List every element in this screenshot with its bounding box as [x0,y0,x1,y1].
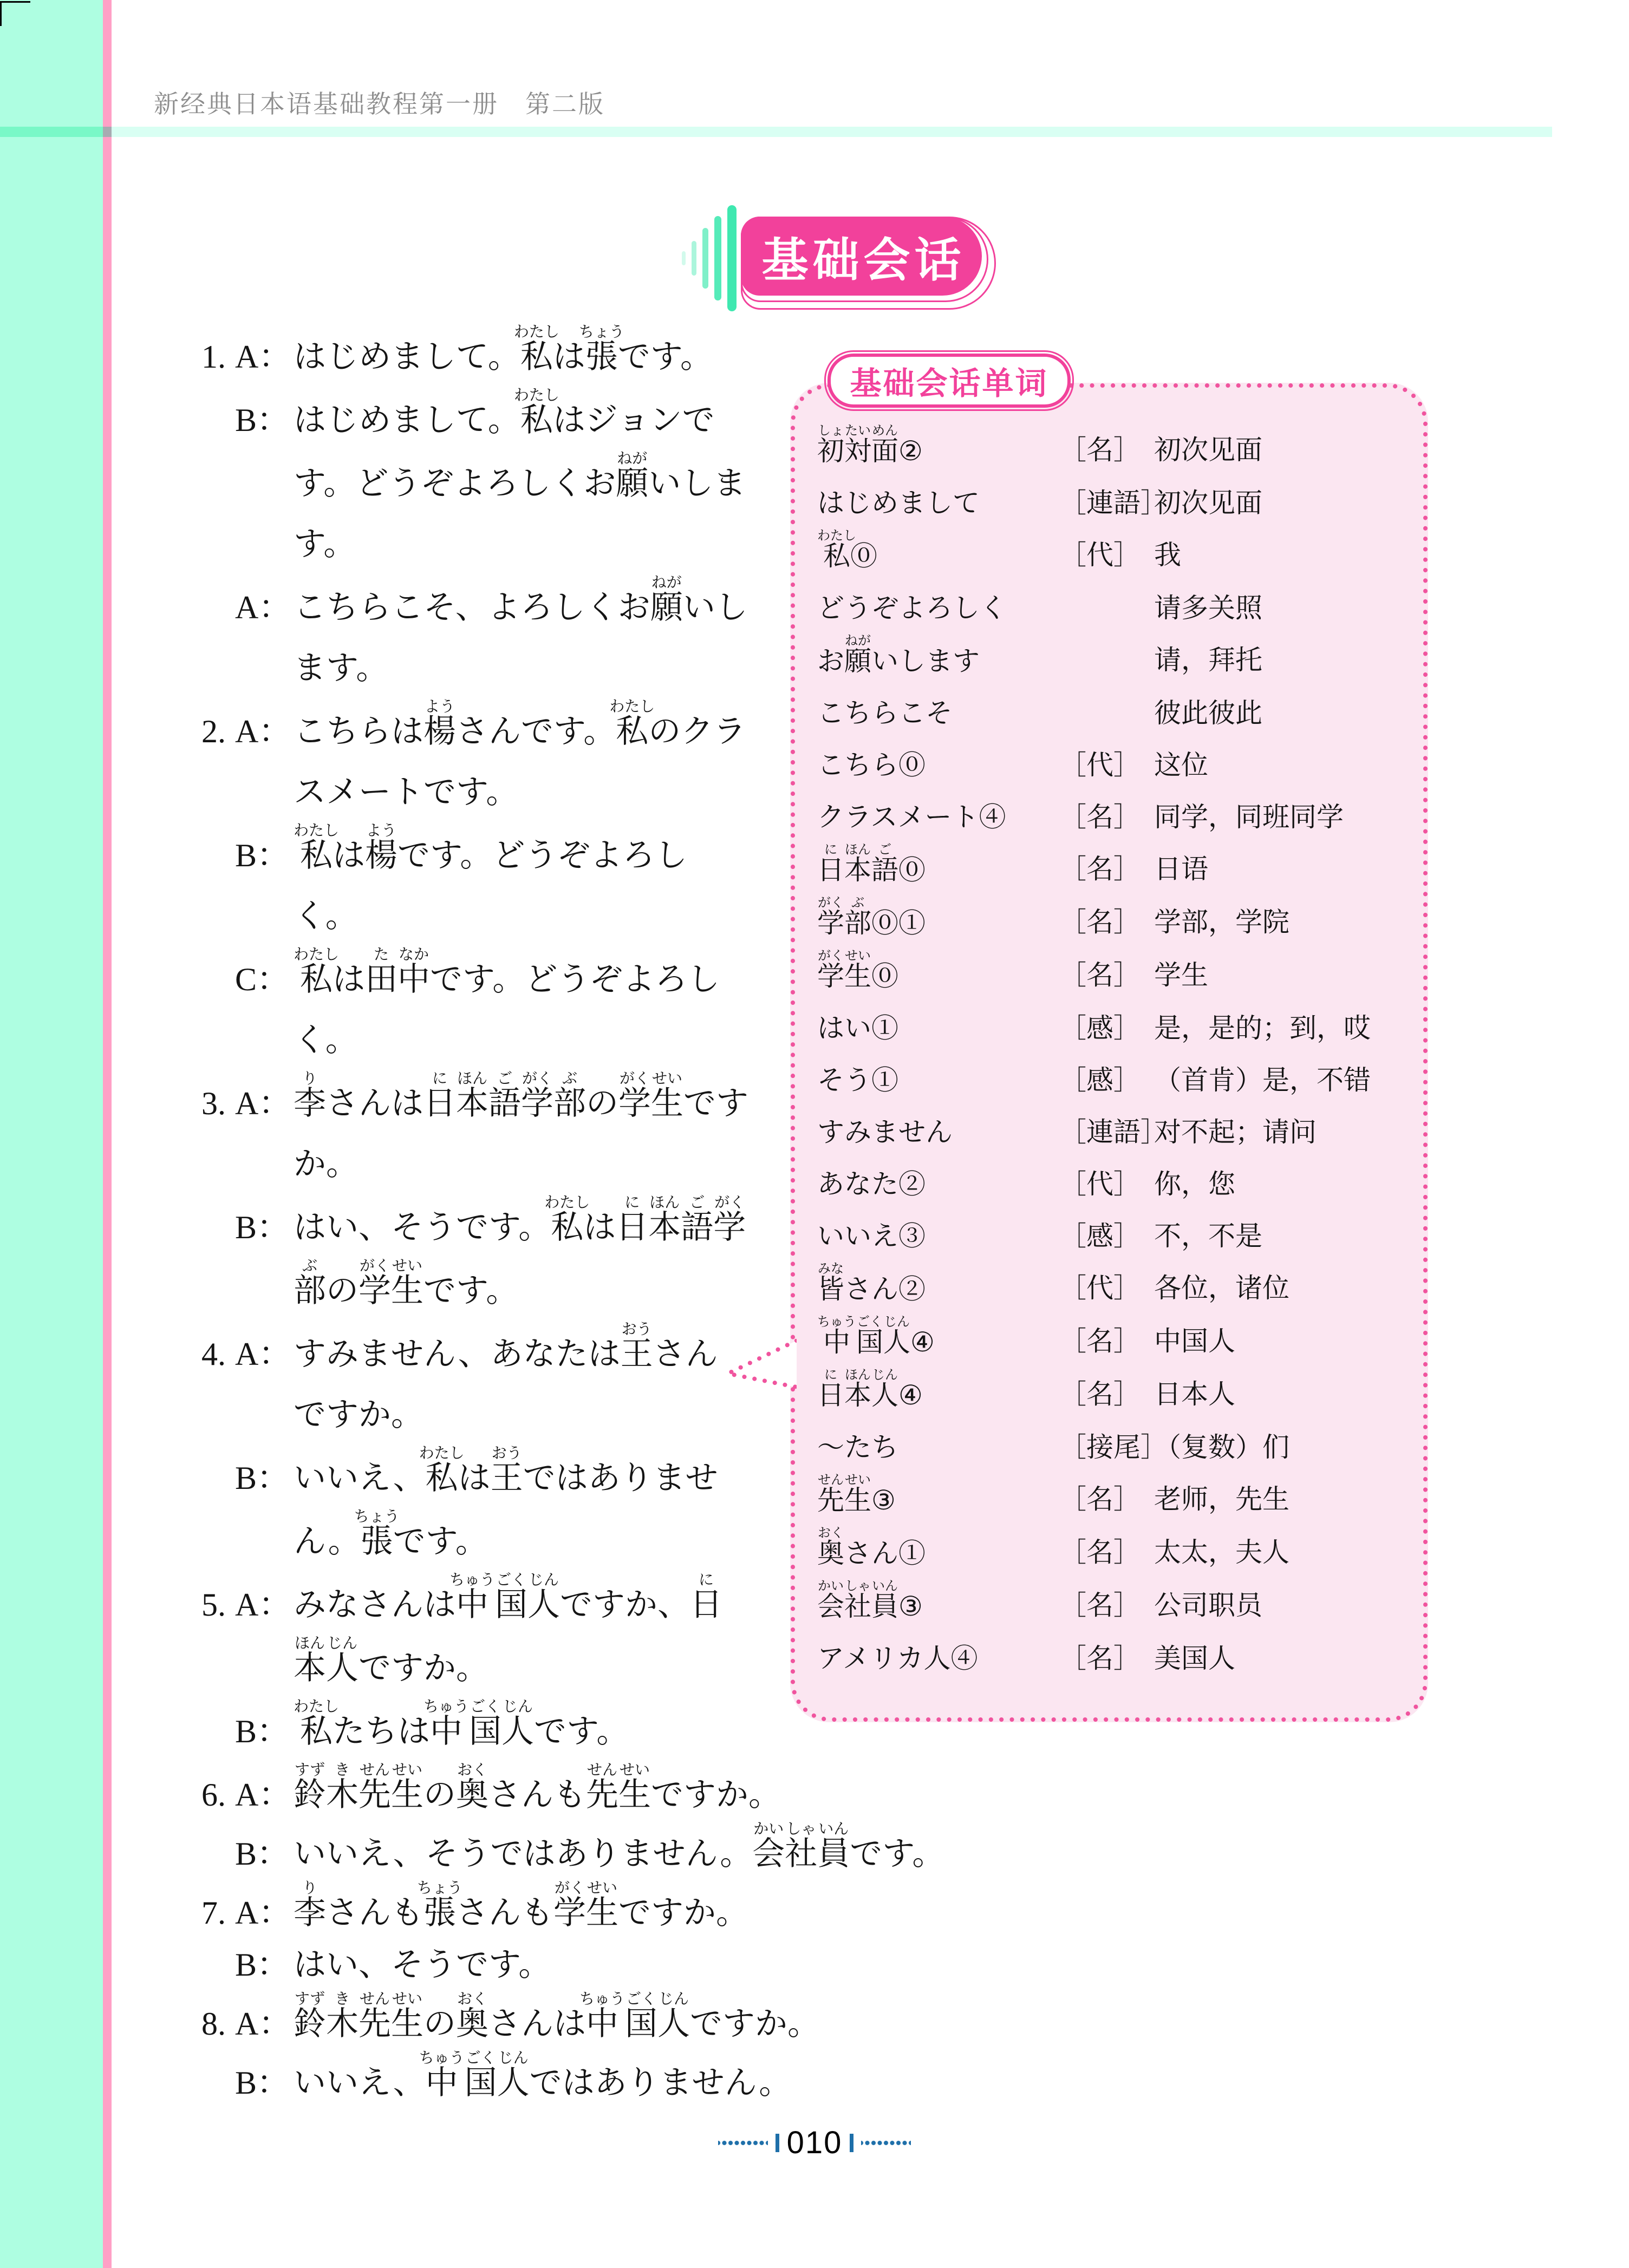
dialogue-text: はい、そうです。 [294,1947,551,1983]
furigana-word: 楊よう [423,698,456,749]
dialogue-number: 7. [201,1895,226,1931]
dialogue-text: 鈴すず木き先せん生せいの奥おくさんは中ちゅう国ごく人じんですか。 [294,1991,820,2042]
furigana-word: 中ちゅう [449,1572,496,1623]
furigana-word: 中ちゅう [423,1698,470,1749]
page-edge-stripe [103,0,112,2268]
furigana-word: 会かい [817,1579,844,1622]
vocab-row [817,1473,1408,1526]
speaker-label: A： [235,714,291,749]
vocab-term: 皆みなさん② [817,1262,926,1304]
furigana-word: 本ほん [294,1635,326,1686]
furigana-word: 鈴すず [294,1991,326,2042]
furigana-word: 張ちょう [417,1880,463,1931]
furigana-word: 張ちょう [354,1508,400,1559]
vocab-term [817,529,1059,582]
vocab-row [817,1421,1408,1473]
furigana-word: 先せん [586,1762,618,1813]
vocab-pos: ［名］ [1059,1643,1141,1674]
vocab-meaning: 请多关照 [1154,593,1262,623]
furigana-word: 日に [817,1368,844,1410]
vocab-meaning: 美国人 [1154,1643,1235,1674]
vocab-row [817,1210,1408,1262]
vocab-pos: ［代］ [1059,750,1141,780]
vocab-meaning: 请，拜托 [1154,645,1262,675]
furigana-word: 張ちょう [578,324,624,375]
soundwave-bar [692,241,696,276]
header-underline-band [103,127,112,137]
furigana-word: 生せい [618,1762,651,1813]
dialogue-utterance [201,1194,748,1321]
section-title: 基础会话 [761,234,966,286]
furigana-word: 皆みな [817,1262,844,1304]
vocab-term: あなた② [817,1169,926,1199]
speaker-label: A： [235,1777,291,1813]
furigana-word: 人じん [871,1368,898,1410]
dialogue-utterance [201,1880,1214,1939]
dialogue-text: いいえ、中ちゅう国ごく人じんではありません。 [294,2050,792,2101]
vocab-accent-number: ① [871,1013,898,1043]
vocab-row [817,1526,1408,1579]
vocab-pos: ［感］ [1059,1065,1141,1095]
vocab-row [817,424,1408,477]
furigana-word: 面めん [871,424,898,466]
furigana-word: 人じん [501,1698,534,1749]
vocab-row [817,949,1408,1002]
vocab-row [817,529,1408,582]
furigana-word: 学がく [817,949,844,991]
vocab-pos: ［名］ [1059,802,1141,832]
furigana-word: 王おう [620,1321,653,1372]
vocab-meaning: 同学，同班同学 [1154,802,1344,832]
header-underline-band [0,127,103,137]
furigana-word: 日に [817,843,844,885]
dialogue-text: 李りさんは日に本ほん語ご学がく部ぶの学がく生せいですか。 [294,1070,748,1182]
vocab-accent-number: ④ [950,1643,978,1674]
furigana-word: 奥おく [817,1526,844,1568]
furigana-word: 中なか [398,946,430,997]
speaker-label: A： [235,1587,291,1623]
furigana-word: 奥おく [456,1991,488,2042]
dialogue-utterance [201,1762,1214,1821]
dialogue-number: 5. [201,1587,226,1623]
vocab-pos: ［感］ [1059,1221,1141,1251]
footer-dotted-line [861,2140,911,2146]
furigana-word: 李り [294,1070,326,1121]
furigana-word: 部ぶ [553,1070,586,1121]
furigana-word: 人じん [497,2050,530,2101]
vocab-accent-number: ⓪ [871,961,898,991]
speaker-label: A： [235,590,291,625]
vocab-pos: ［連語］ [1059,488,1168,518]
dialogue-text: 私わたしは楊ようです。どうぞよろしく。 [294,822,688,934]
speaker-label: B： [235,1460,290,1496]
vocab-term: お願ねがいします [817,634,980,676]
vocab-row [817,1106,1408,1158]
vocab-title-badge [827,354,1071,408]
vocab-term: クラスメート④ [817,802,1006,832]
vocab-meaning: 学生 [1154,960,1208,990]
furigana-word: 先せん [817,1473,844,1515]
furigana-word: 部ぶ [844,896,871,938]
dialogue-text: はい、そうです。私わたしは日に本ほん語ご学がく部ぶの学がく生せいです。 [294,1194,746,1309]
vocab-meaning: 日语 [1154,854,1208,884]
vocab-pos: ［名］ [1059,907,1141,937]
vocab-term: そう① [817,1065,898,1095]
vocab-pos [1059,582,1154,634]
dialogue-text: 鈴すず木き先せん生せいの奥おくさんも先せん生せいですか。 [294,1762,781,1813]
furigana-word: 私わたし [513,387,559,438]
vocab-meaning: 你，您 [1154,1169,1235,1199]
furigana-word: 木き [326,1762,359,1813]
furigana-word: 生せい [651,1070,683,1121]
vocab-row [817,477,1408,529]
vocab-pos: ［代］ [1059,1169,1141,1199]
furigana-word: 私わたし [513,324,559,375]
furigana-word: 語ご [871,843,898,885]
vocab-meaning: 这位 [1154,750,1208,780]
vocab-row [817,687,1408,739]
vocab-row [817,1579,1408,1632]
vocab-term [817,843,1059,896]
vocab-term [817,424,1059,477]
furigana-word: 本ほん [844,843,871,885]
vocab-row [817,1262,1408,1315]
dialogue-utterance [201,822,748,946]
dialogue-text: こちらこそ、よろしくお願ねがいします。 [294,574,748,686]
footer-tick [776,2134,779,2152]
vocab-accent-number: ④ [898,1380,923,1410]
vocab-term: すみません [817,1117,953,1147]
vocab-row [817,739,1408,791]
furigana-word: 田た [365,946,398,997]
furigana-word: 学がく [713,1194,746,1245]
furigana-word: 中ちゅう [817,1315,856,1357]
vocab-accent-number: ① [898,1538,926,1568]
furigana-word: 中ちゅう [579,1991,625,2042]
vocab-title: 基础会话单词 [850,366,1048,401]
vocab-accent-number: ② [898,1169,926,1199]
dialogue-utterance [201,1572,748,1698]
sidebar-accent-bar [0,0,103,2268]
vocab-meaning: （首肯）是，不错 [1154,1065,1371,1095]
speaker-label: B： [235,1714,290,1749]
dialogue-utterance [201,387,748,574]
dialogue-utterance [201,1698,748,1762]
vocab-pos: ［連語］ [1059,1117,1168,1147]
dialogue-utterance [201,698,748,822]
furigana-word: 木き [326,1991,359,2042]
furigana-word: 対たい [844,424,871,466]
furigana-word: 国ごく [469,1698,501,1749]
furigana-word: 語ご [681,1194,714,1245]
vocab-accent-number: ③ [898,1591,923,1622]
furigana-word: 人じん [883,1315,910,1357]
furigana-word: 人じん [527,1572,560,1623]
dialogue-text: 私わたしたちは中ちゅう国ごく人じんです。 [294,1698,629,1749]
furigana-word: 本ほん [456,1070,488,1121]
dialogue-number: 1. [201,339,226,375]
furigana-word: 員いん [871,1579,898,1622]
vocab-accent-number: ③ [898,1221,926,1251]
soundwave-bar [714,216,721,300]
furigana-word: 語ご [488,1070,521,1121]
vocab-box [790,366,1428,1722]
furigana-word: 会かい [752,1821,785,1872]
furigana-word: 鈴すず [294,1762,326,1813]
vocab-term [817,896,1059,949]
furigana-word: 奥おく [456,1762,488,1813]
vocab-pos: ［名］ [1059,1484,1141,1514]
furigana-word: 私わたし [544,1194,590,1245]
vocab-term: 奥おくさん① [817,1526,926,1568]
furigana-word: 学がく [618,1070,651,1121]
page-number: 010 [786,2125,843,2160]
speaker-label: A： [235,2006,291,2042]
vocab-pos: ［接尾］ [1059,1432,1168,1462]
vocab-meaning: 中国人 [1154,1326,1235,1356]
vocab-meaning: 我 [1154,540,1181,570]
dialogue-utterance [201,1070,748,1194]
dialogue-text: はじめまして。私わたしはジョンです。どうぞよろしくお願ねがいします。 [294,387,746,562]
vocab-row [817,791,1408,843]
vocab-row [817,1002,1408,1054]
furigana-word: 願ねが [616,450,649,501]
furigana-word: 学がく [521,1070,553,1121]
dialogue-utterance [201,324,748,387]
vocab-term [817,1315,1059,1368]
dialogue-utterance [201,574,748,698]
vocab-row [817,896,1408,949]
dialogue-text: 私わたしは田た中なかです。どうぞよろしく。 [294,946,720,1058]
dialogue-number: 6. [201,1777,226,1813]
vocab-term [817,1473,1059,1526]
vocab-meaning: 初次见面 [1154,488,1262,518]
section-title-badge [741,217,982,296]
vocab-pos: ［代］ [1059,1273,1141,1303]
vocab-pos: ［名］ [1059,960,1141,990]
vocab-row [817,634,1408,687]
vocab-meaning: 初次见面 [1154,435,1262,465]
speaker-label: A： [235,339,291,375]
vocab-pos: ［代］ [1059,540,1141,570]
vocab-meaning: 太太，夫人 [1154,1537,1289,1567]
speaker-label: B： [235,2065,290,2101]
vocab-accent-number: ① [871,1065,898,1095]
vocab-list [817,424,1408,1684]
vocab-term [817,1579,1059,1632]
vocab-term: はい① [817,1013,898,1043]
vocab-term [817,949,1059,1002]
vocab-term: いいえ③ [817,1221,926,1251]
speaker-label: B： [235,1836,290,1872]
vocab-accent-number: ④ [910,1327,935,1357]
vocab-accent-number: ② [898,436,923,466]
furigana-word: 部ぶ [294,1258,326,1309]
vocab-row [817,1158,1408,1210]
vocab-meaning: 各位，诸位 [1154,1273,1289,1303]
dialogue-utterance [201,1821,1214,1880]
speaker-label: A： [235,1336,291,1372]
vocab-accent-number: ⓪ [850,541,877,571]
furigana-word: 国ごく [464,2050,497,2101]
vocab-meaning: 老师，先生 [1154,1484,1289,1514]
speaker-label: B： [235,838,290,873]
furigana-word: 生せい [586,1880,618,1931]
furigana-word: 本ほん [844,1368,871,1410]
vocab-meaning: 日本人 [1154,1379,1235,1409]
furigana-word: 生せい [844,949,871,991]
vocab-pos: ［感］ [1059,1013,1141,1043]
vocab-pos: ［名］ [1059,435,1141,465]
furigana-word: 李り [294,1880,326,1931]
vocab-term [817,1368,1059,1421]
furigana-word: 生せい [391,1258,423,1309]
furigana-word: 本ほん [648,1194,681,1245]
soundwave-bar [702,228,708,289]
speaker-label: A： [235,1895,291,1931]
vocab-pos [1059,687,1154,739]
dialogue-text: 李りさんも張ちょうさんも学がく生せいですか。 [294,1880,748,1931]
vocab-term: どうぞよろしく [817,593,1007,623]
vocab-pos [1059,634,1154,687]
soundwave-icon [669,201,737,315]
furigana-word: 人じん [326,1635,359,1686]
vocab-accent-number: ⓪ [898,855,926,885]
furigana-word: 国ごく [856,1315,883,1357]
soundwave-bar [727,205,737,311]
dialogue-utterance [201,1321,748,1445]
dialogue-number: 2. [201,714,226,749]
vocab-meaning: 不，不是 [1154,1221,1262,1251]
vocab-meaning: 学部，学院 [1154,907,1289,937]
furigana-word: 願ねが [844,634,871,676]
vocab-term: こちら⓪ [817,750,926,780]
vocab-pos: ［名］ [1059,854,1141,884]
furigana-word: 先せん [359,1762,391,1813]
furigana-word: 学がく [553,1880,586,1931]
header-underline-band [112,127,1552,137]
dialogue-utterance [201,2050,1214,2109]
vocab-meaning: 公司职员 [1154,1590,1262,1620]
vocab-pos: ［名］ [1059,1590,1141,1620]
speaker-label: A： [235,1086,291,1121]
furigana-word: 生せい [391,1991,423,2042]
speaker-label: C： [235,962,290,997]
dialogue-text: いいえ、私わたしは王おうではありません。張ちょうです。 [294,1445,718,1559]
corner-crop-mark [0,1,30,3]
dialogue-utterance [201,946,748,1070]
vocab-accent-number: ④ [979,802,1006,832]
furigana-word: 人じん [657,1991,690,2042]
furigana-word: 私わたし [817,529,856,571]
vocab-pos: ［名］ [1059,1379,1141,1409]
vocab-meaning: （复数）们 [1154,1432,1289,1462]
furigana-word: 員いん [817,1821,850,1872]
furigana-word: 王おう [490,1445,523,1496]
furigana-word: 学がく [359,1258,391,1309]
footer-dotted-line [718,2140,768,2146]
vocab-pos: ［名］ [1059,1537,1141,1567]
footer-tick [850,2134,853,2152]
furigana-word: 私わたし [294,1698,340,1749]
dialogue-text: こちらは楊ようさんです。私わたしのクラスメートです。 [294,698,746,810]
dialogue-number: 3. [201,1086,226,1121]
furigana-word: 日に [616,1194,649,1245]
vocab-meaning: 彼此彼此 [1154,698,1262,728]
furigana-word: 楊よう [365,822,398,873]
vocab-row [817,582,1408,634]
dialogue-number: 8. [201,2006,226,2042]
dialogue-utterance [201,1445,748,1572]
furigana-word: 社しゃ [785,1821,818,1872]
furigana-word: 日に [690,1572,722,1623]
furigana-word: 私わたし [294,822,340,873]
vocab-accent-number: ⓪① [871,908,926,938]
furigana-word: 私わたし [294,946,340,997]
furigana-word: 学がく [817,896,844,938]
furigana-word: 日に [423,1070,456,1121]
book-title: 新经典日本语基础教程第一册 第二版 [154,90,605,118]
furigana-word: 私わたし [419,1445,465,1496]
vocab-term: はじめまして [817,488,980,518]
vocab-term: こちらこそ [817,698,953,728]
furigana-word: 生せい [844,1473,871,1515]
page-footer [652,2125,977,2161]
vocab-meaning: 对不起；请问 [1154,1117,1317,1147]
furigana-word: 国ごく [495,1572,527,1623]
speaker-label: B： [235,1210,290,1245]
vocab-accent-number: ② [898,1274,926,1304]
dialogue-utterance [201,1939,1214,1991]
vocab-pos: ［名］ [1059,1326,1141,1356]
dialogue-utterance [201,1991,1214,2050]
corner-crop-mark [0,1,2,26]
furigana-word: 生せい [391,1762,423,1813]
vocab-row [817,1054,1408,1106]
dialogue-text: すみません、あなたは王おうさんですか。 [294,1321,718,1433]
dialogue-number: 4. [201,1336,226,1372]
vocab-term: 〜たち [817,1432,898,1462]
vocab-accent-number: ⓪ [898,750,926,780]
vocab-row [817,1368,1408,1421]
dialogue-text: みなさんは中ちゅう国ごく人じんですか、日に本ほん人じんですか。 [294,1572,722,1686]
furigana-word: 私わたし [609,698,655,749]
vocab-row [817,843,1408,896]
furigana-word: 社しゃ [844,1579,871,1622]
furigana-word: 先せん [359,1991,391,2042]
furigana-word: 願ねが [650,574,683,625]
furigana-word: 国ごく [625,1991,657,2042]
vocab-term: アメリカ人④ [817,1643,978,1674]
speaker-label: B： [235,402,290,438]
vocab-meaning: 是，是的；到，哎 [1154,1013,1371,1043]
dialogue-text: はじめまして。私わたしは張ちょうです。 [294,324,713,375]
soundwave-bar [682,251,686,265]
dialogue-text: いいえ、そうではありません。会かい社しゃ員いんです。 [294,1821,945,1872]
vocab-row [817,1632,1408,1684]
vocab-row [817,1315,1408,1368]
furigana-word: 初しょ [817,424,844,466]
speaker-label: B： [235,1947,290,1983]
furigana-word: 中ちゅう [419,2050,465,2101]
vocab-accent-number: ③ [871,1485,896,1515]
